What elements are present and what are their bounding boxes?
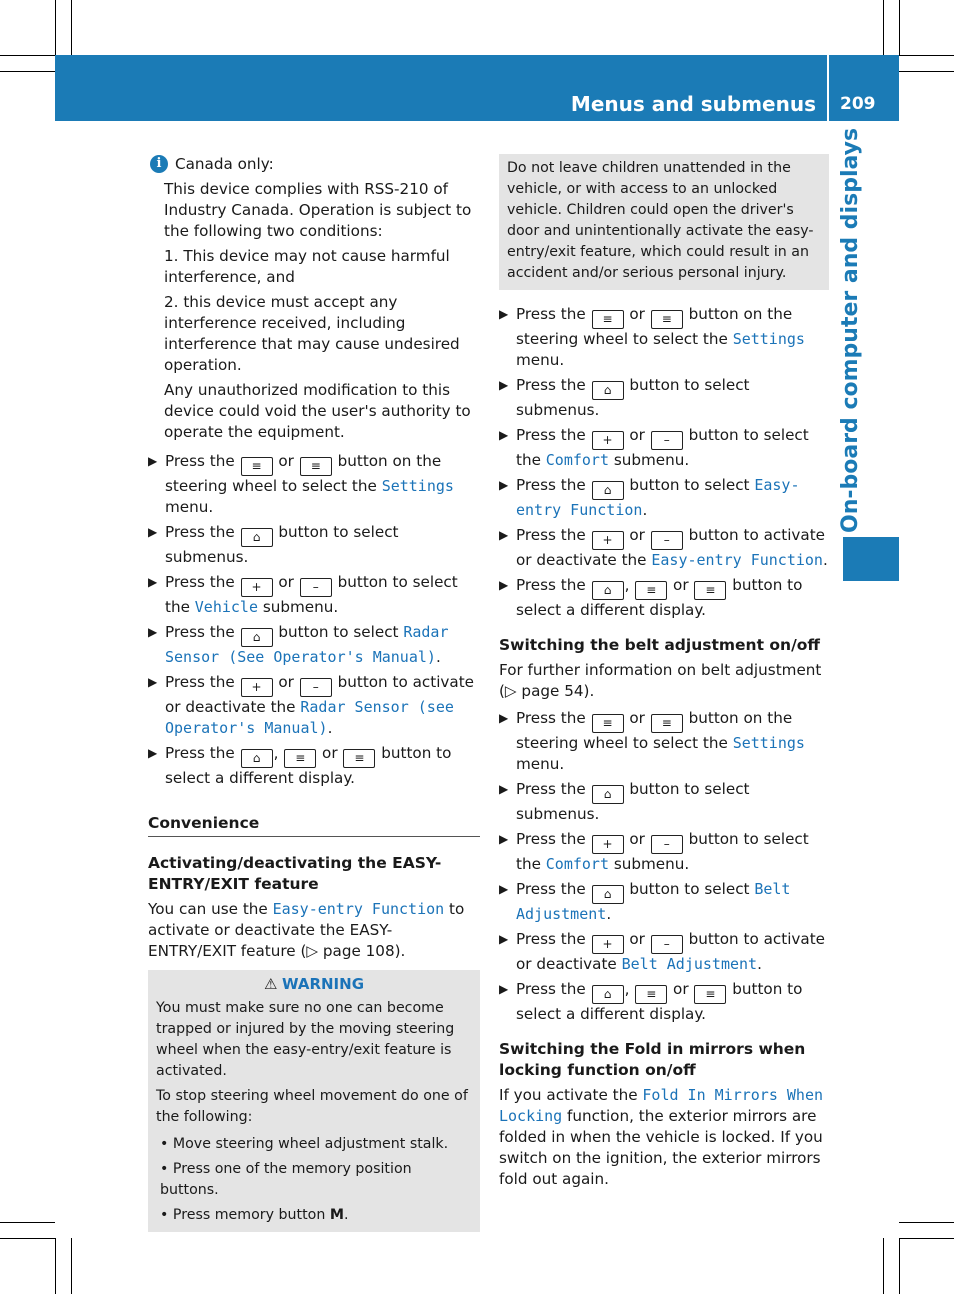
instruction-step: ▶ Press the ⌂ button to select submenus. [148, 523, 399, 566]
right-column [499, 154, 829, 1190]
step-arrow-icon: ▶ [499, 478, 509, 492]
chapter-label: On-board computer and displays [838, 127, 863, 533]
crop-mark [883, 0, 884, 55]
page-forward-key-icon: ≡ [694, 581, 726, 600]
instruction-step: ▶ Press the ⌂ button to select Belt Adjustment. [499, 880, 791, 923]
instruction-step: ▶ Press the + or – button to select the Vehicle submenu. [148, 573, 458, 616]
step-arrow-icon: ▶ [148, 575, 158, 589]
section-title: Menus and submenus [570, 92, 816, 116]
step-arrow-icon: ▶ [499, 307, 509, 321]
subsection-heading: Switching the belt adjustment on/off [499, 636, 820, 654]
minus-key-icon: – [300, 578, 332, 597]
warning-icon: ⚠ [264, 975, 278, 993]
step-arrow-icon: ▶ [499, 982, 509, 996]
up-key-icon: ⌂ [241, 628, 273, 647]
up-key-icon: ⌂ [592, 985, 624, 1004]
plus-key-icon: + [592, 431, 624, 450]
info-icon: i [150, 155, 168, 173]
crop-mark [0, 1238, 55, 1239]
plus-key-icon: + [592, 531, 624, 550]
page-forward-key-icon: ≡ [300, 457, 332, 476]
page-back-key-icon: ≡ [284, 749, 316, 768]
crop-mark [55, 0, 56, 55]
crop-mark [899, 1222, 954, 1223]
step-arrow-icon: ▶ [148, 625, 158, 639]
crop-mark [71, 0, 72, 55]
crop-mark [899, 0, 900, 55]
step-arrow-icon: ▶ [499, 882, 509, 896]
crop-mark [0, 1222, 55, 1223]
up-key-icon: ⌂ [592, 785, 624, 804]
minus-key-icon: – [651, 531, 683, 550]
warning-paragraph: You must make sure no one can become trapped or injured by the moving steering wheel when the easy-entry/exit feature is activated. [156, 1000, 455, 1079]
easy-entry-paragraph: You can use the Easy-entry Function to activate or deactivate the EASY-ENTRY/EXIT feature (▷ page 108). [148, 900, 465, 960]
step-arrow-icon: ▶ [148, 675, 158, 689]
instruction-step: ▶ Press the ≡ or ≡ button on the steering wheel to select the Settings menu. [499, 305, 805, 369]
crop-mark [55, 1238, 56, 1294]
page-back-key-icon: ≡ [241, 457, 273, 476]
chapter-tab [843, 537, 899, 581]
instruction-step: ▶ Press the ⌂ button to select Radar Sensor (See Operator's Manual). [148, 623, 449, 666]
plus-key-icon: + [592, 835, 624, 854]
warning-box [148, 970, 480, 1232]
warning-bullet: • Move steering wheel adjustment stalk. [160, 1136, 449, 1152]
warning-paragraph: Do not leave children unattended in the vehicle, or with access to an unlocked vehicle. Children could open the driver's door and unintentionally activate the easy-entry/exit feature, which could result in an accident and/or serious personal injury. [507, 160, 814, 281]
instruction-step: ▶ Press the ⌂ , ≡ or ≡ button to select a different display. [499, 576, 803, 619]
crop-mark [899, 71, 954, 72]
crop-mark [0, 71, 55, 72]
warning-header: ⚠ WARNING [264, 975, 364, 993]
belt-paragraph: For further information on belt adjustment (▷ page 54). [499, 661, 822, 700]
minus-key-icon: – [300, 678, 332, 697]
up-key-icon: ⌂ [592, 885, 624, 904]
up-key-icon: ⌂ [241, 528, 273, 547]
instruction-step: ▶ Press the + or – button to activate or deactivate Belt Adjustment. [499, 930, 826, 973]
crop-mark [71, 1238, 72, 1294]
instruction-step: ▶ Press the ≡ or ≡ button on the steering wheel to select the Settings menu. [148, 452, 454, 516]
step-arrow-icon: ▶ [499, 578, 509, 592]
instruction-step: ▶ Press the + or – button to select the Comfort submenu. [499, 830, 809, 873]
step-arrow-icon: ▶ [499, 782, 509, 796]
instruction-step: ▶ Press the + or – button to activate or deactivate the Radar Sensor (see Operator's Manual). [148, 673, 475, 737]
page-back-key-icon: ≡ [635, 985, 667, 1004]
up-key-icon: ⌂ [241, 749, 273, 768]
instruction-step: ▶ Press the + or – button to activate or deactivate the Easy-entry Function. [499, 526, 828, 569]
instruction-step: ▶ Press the ⌂ , ≡ or ≡ button to select a different display. [148, 744, 452, 787]
page-forward-key-icon: ≡ [651, 310, 683, 329]
crop-mark [883, 1238, 884, 1294]
instruction-step: ▶ Press the ⌂ , ≡ or ≡ button to select a different display. [499, 980, 803, 1023]
crop-mark [0, 55, 55, 56]
step-arrow-icon: ▶ [499, 932, 509, 946]
instruction-step: ▶ Press the ⌂ button to select submenus. [499, 376, 750, 419]
canada-condition-1: 1. This device may not cause harmful interference, and [164, 247, 450, 286]
section-heading-convenience: Convenience [148, 813, 480, 837]
crop-mark [899, 55, 954, 56]
page-back-key-icon: ≡ [592, 714, 624, 733]
subsection-heading: Activating/deactivating the EASY-ENTRY/EXIT feature [148, 854, 442, 893]
plus-key-icon: + [592, 935, 624, 954]
subsection-heading: Switching the Fold in mirrors when locking function on/off [499, 1040, 806, 1079]
up-key-icon: ⌂ [592, 381, 624, 400]
fold-mirrors-paragraph: If you activate the Fold In Mirrors When Locking function, the exterior mirrors are folded in when the vehicle is locked. If you switch on the ignition, the exterior mirrors fold out again. [499, 1086, 824, 1188]
page-back-key-icon: ≡ [592, 310, 624, 329]
page-header [55, 55, 899, 121]
step-arrow-icon: ▶ [499, 528, 509, 542]
instruction-step: ▶ Press the ⌂ button to select Easy-entry Function. [499, 476, 800, 519]
warning-bullet: • Press one of the memory position buttons. [160, 1161, 412, 1198]
page-number: 209 [840, 94, 876, 114]
step-arrow-icon: ▶ [499, 428, 509, 442]
canada-title: Canada only: [175, 155, 274, 173]
plus-key-icon: + [241, 578, 273, 597]
step-arrow-icon: ▶ [148, 454, 158, 468]
page-forward-key-icon: ≡ [343, 749, 375, 768]
warning-paragraph: To stop steering wheel movement do one of the following: [156, 1088, 468, 1125]
step-arrow-icon: ▶ [499, 378, 509, 392]
step-arrow-icon: ▶ [148, 746, 158, 760]
up-key-icon: ⌂ [592, 581, 624, 600]
page-forward-key-icon: ≡ [651, 714, 683, 733]
canada-paragraph: This device complies with RSS-210 of Industry Canada. Operation is subject to the following two conditions: [164, 180, 472, 240]
crop-mark [899, 1238, 900, 1294]
instruction-step: ▶ Press the + or – button to select the Comfort submenu. [499, 426, 809, 469]
minus-key-icon: – [651, 431, 683, 450]
canada-paragraph: Any unauthorized modification to this device could void the user's authority to operate the equipment. [164, 381, 471, 441]
up-key-icon: ⌂ [592, 481, 624, 500]
canada-condition-2: 2. this device must accept any interference received, including interference that may cause undesired operation. [164, 293, 460, 374]
minus-key-icon: – [651, 935, 683, 954]
instruction-step: ▶ Press the ⌂ button to select submenus. [499, 780, 750, 823]
warning-bullet: • Press memory button M. [160, 1207, 349, 1223]
left-column [148, 154, 480, 1232]
step-arrow-icon: ▶ [499, 832, 509, 846]
warning-box-continued [499, 154, 829, 290]
page-forward-key-icon: ≡ [694, 985, 726, 1004]
page-back-key-icon: ≡ [635, 581, 667, 600]
step-arrow-icon: ▶ [148, 525, 158, 539]
header-divider [827, 55, 829, 121]
instruction-step: ▶ Press the ≡ or ≡ button on the steering wheel to select the Settings menu. [499, 709, 805, 773]
step-arrow-icon: ▶ [499, 711, 509, 725]
plus-key-icon: + [241, 678, 273, 697]
crop-mark [899, 1238, 954, 1239]
minus-key-icon: – [651, 835, 683, 854]
